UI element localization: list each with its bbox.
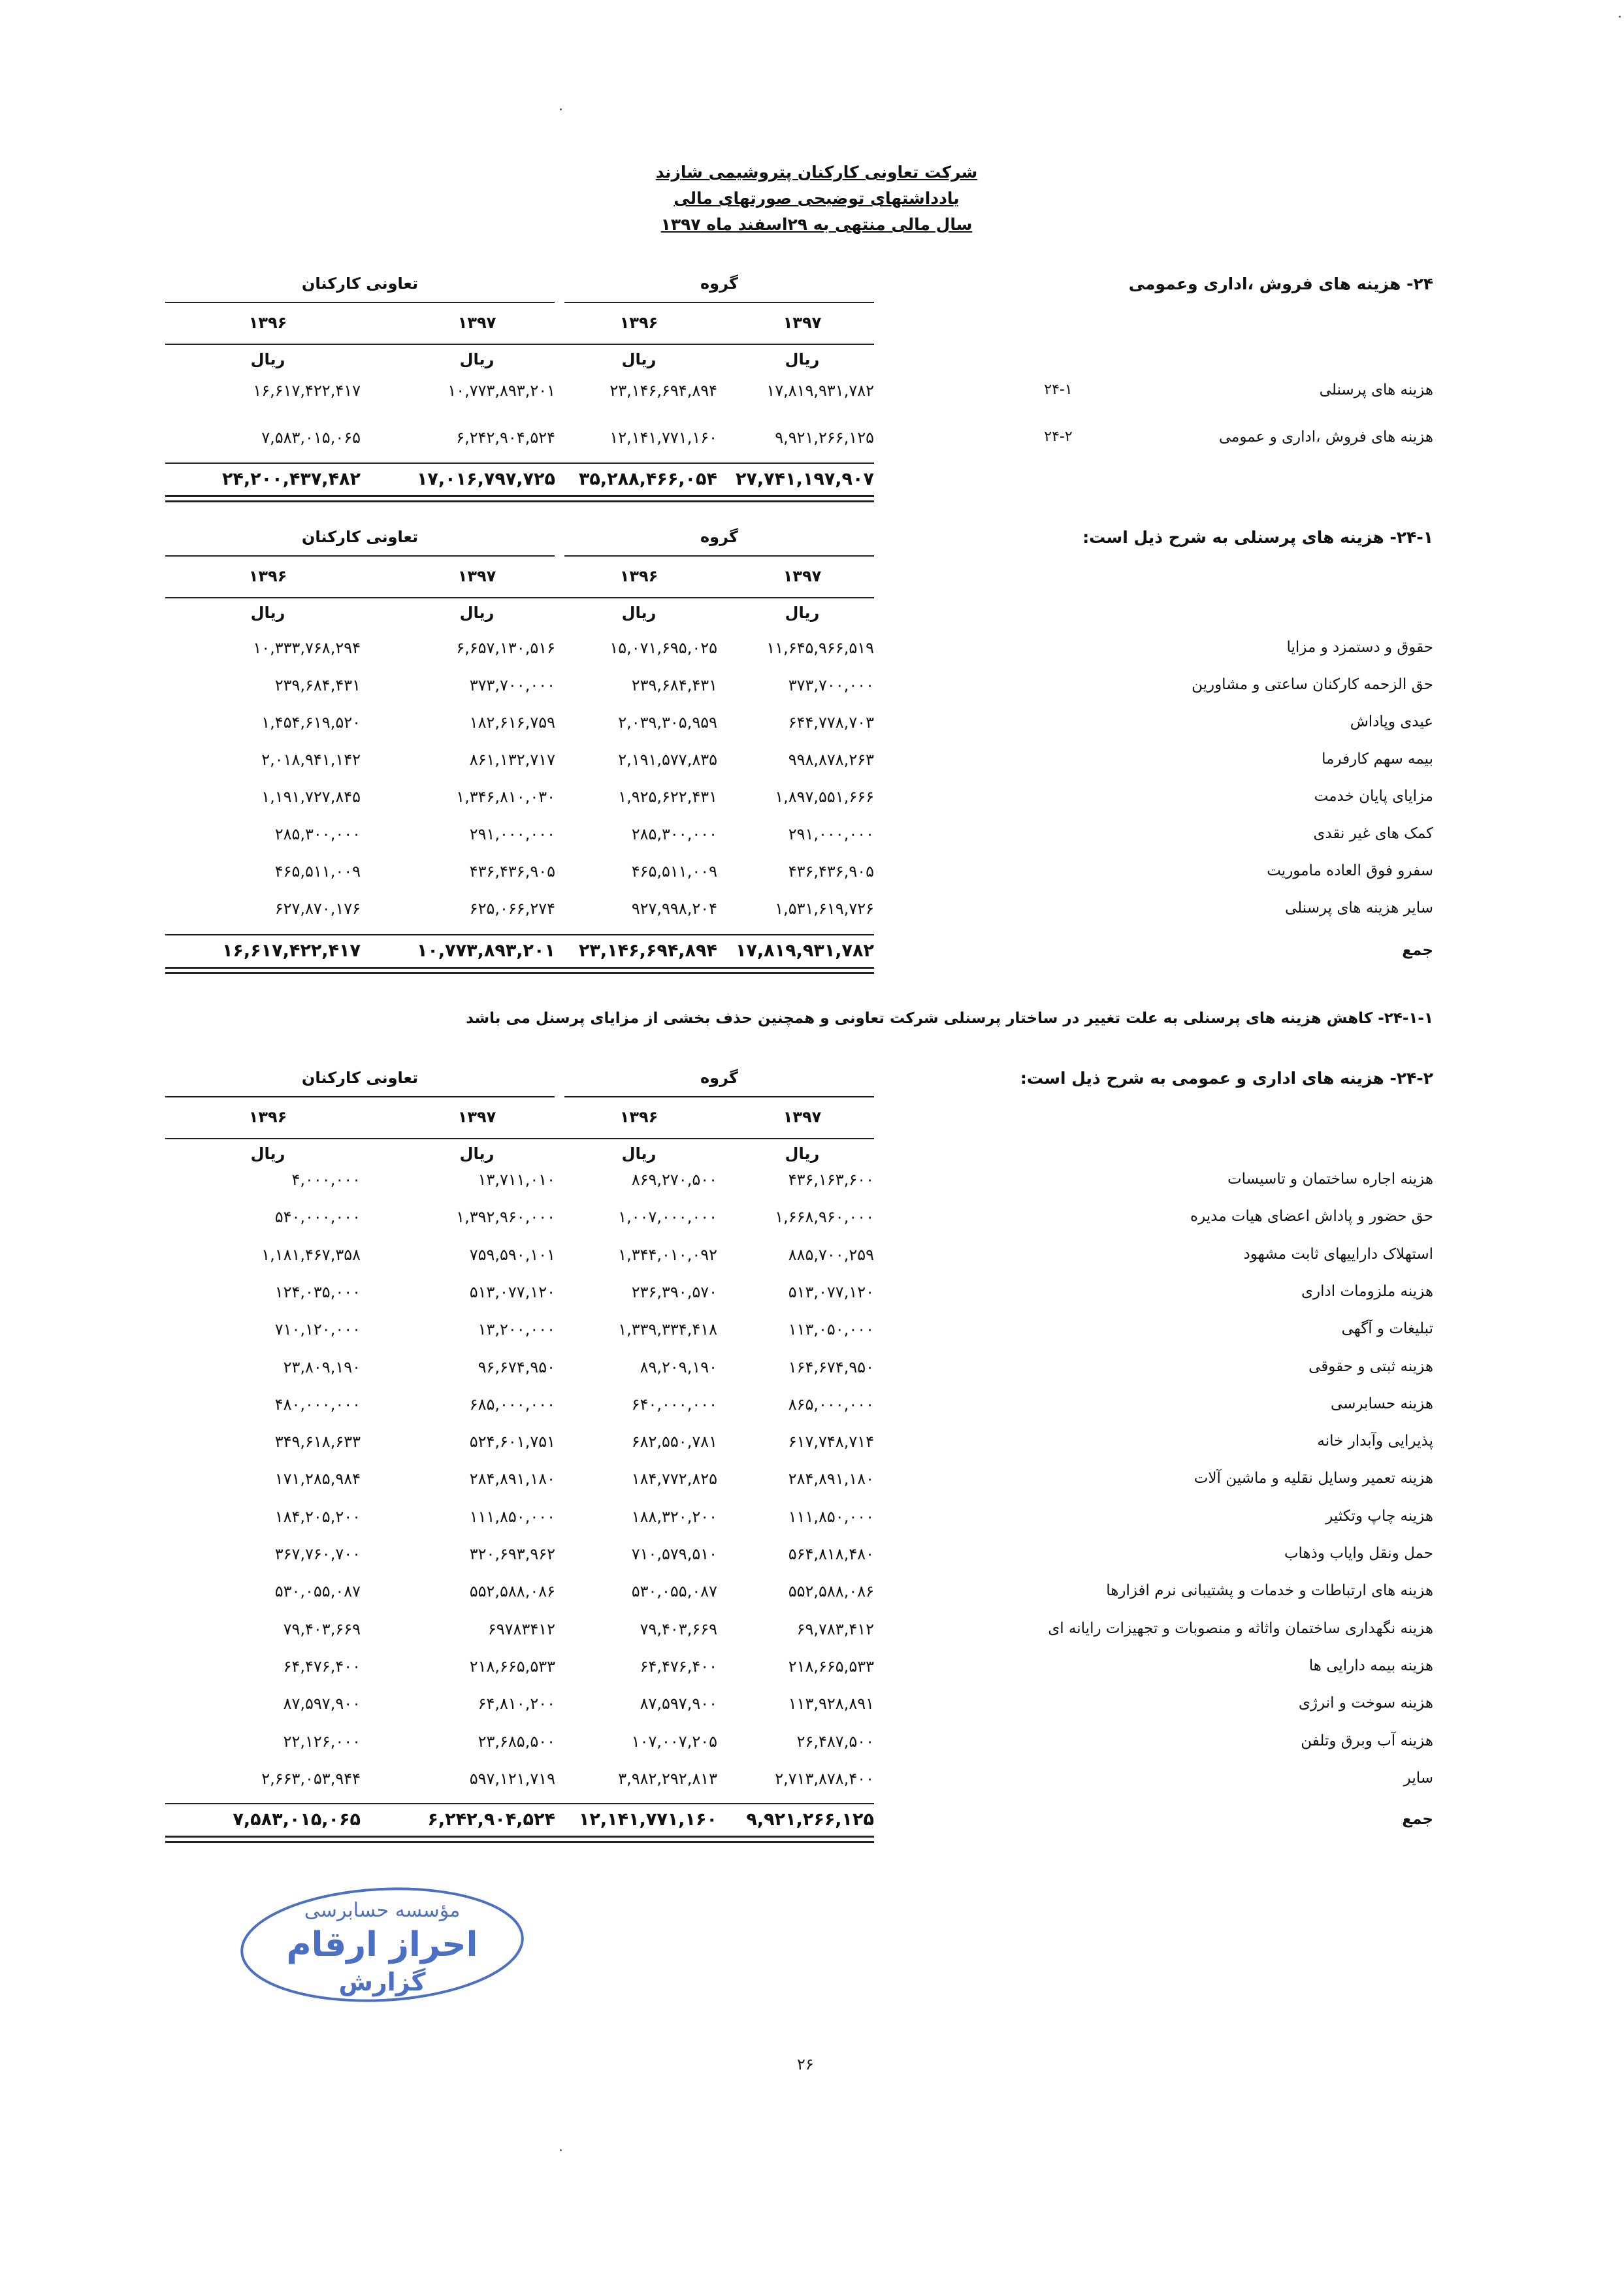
cell-value: ۱۳,۲۰۰,۰۰۰	[478, 1320, 555, 1339]
total-value: ۹,۹۲۱,۲۶۶,۱۲۵	[746, 1810, 874, 1830]
cell-value: ۸۶۵,۰۰۰,۰۰۰	[788, 1395, 874, 1414]
unit-label: ریال	[250, 350, 285, 368]
cell-value: ۲۳,۸۰۹,۱۹۰	[283, 1357, 361, 1376]
cell-value: ۵۵۲,۵۸۸,۰۸۶	[469, 1582, 555, 1601]
row-label: هزینه تعمیر وسایل نقلیه و ماشین آلات	[1194, 1470, 1433, 1487]
total-double-rule	[165, 495, 874, 502]
total-double-rule	[165, 967, 874, 974]
group-rule	[564, 1096, 874, 1097]
cell-value: ۶۴,۸۱۰,۲۰۰	[478, 1695, 555, 1713]
cell-value: ۵۱۳,۰۷۷,۱۲۰	[788, 1282, 874, 1301]
unit-label: ریال	[621, 350, 657, 368]
cell-value: ۲۳۶,۳۹۰,۵۷۰	[631, 1282, 717, 1301]
year-header: ۱۳۹۶	[248, 567, 287, 585]
cell-value: ۲,۰۱۸,۹۴۱,۱۴۲	[261, 751, 361, 769]
cell-value: ۸۶۱,۱۳۲,۷۱۷	[469, 751, 555, 769]
row-label: هزینه های ارتباطات و خدمات و پشتیبانی نرم افزارها	[1106, 1582, 1433, 1600]
cell-value: ۲,۰۳۹,۳۰۵,۹۵۹	[618, 713, 717, 732]
cell-value: ۴۳۶,۴۳۶,۹۰۵	[788, 862, 874, 881]
row-label: هزینه آب وبرق وتلفن	[1301, 1732, 1433, 1749]
cell-value: ۲۳,۶۸۵,۵۰۰	[478, 1732, 555, 1751]
header-rule	[165, 344, 874, 345]
auditor-stamp	[235, 1883, 529, 2007]
cell-value: ۲۸۵,۳۰۰,۰۰۰	[274, 825, 361, 843]
cell-value: ۷۱۰,۱۲۰,۰۰۰	[274, 1320, 361, 1339]
cell-value: ۶۴,۴۷۶,۴۰۰	[640, 1657, 717, 1676]
total-value: ۲۴,۲۰۰,۴۳۷,۴۸۲	[221, 469, 361, 489]
cell-value: ۱,۱۸۱,۴۶۷,۳۵۸	[261, 1245, 361, 1264]
cell-value: ۱۱۳,۰۵۰,۰۰۰	[788, 1320, 874, 1339]
cell-value: ۹,۹۲۱,۲۶۶,۱۲۵	[775, 429, 874, 447]
cell-value: ۶۹۷۸۳۴۱۲	[487, 1619, 555, 1638]
cell-value: ۲۹۱,۰۰۰,۰۰۰	[788, 825, 874, 843]
cell-value: ۱,۵۳۱,۶۱۹,۷۲۶	[775, 900, 874, 918]
unit-label: ریال	[250, 1144, 285, 1163]
cell-value: ۱۰,۷۷۳,۸۹۳,۲۰۱	[447, 382, 555, 400]
cell-value: ۶۲۵,۰۶۶,۲۷۴	[469, 900, 555, 918]
row-label: هزینه های فروش ،اداری و عمومی	[1218, 429, 1433, 446]
row-label: هزینه بیمه دارایی ها	[1308, 1657, 1433, 1674]
row-label: هزینه اجاره ساختمان و تاسیسات	[1227, 1171, 1433, 1188]
subtotal-rule	[165, 1803, 874, 1804]
total-value: ۱۷,۰۱۶,۷۹۷,۷۲۵	[416, 469, 555, 489]
notes-title: یادداشتهای توضیحی صورتهای مالی	[674, 189, 960, 208]
cell-value: ۷۵۹,۵۹۰,۱۰۱	[469, 1245, 555, 1264]
cell-value: ۷۹,۴۰۳,۶۶۹	[283, 1619, 361, 1638]
unit-label: ریال	[250, 604, 285, 622]
scan-speck	[560, 108, 562, 110]
cell-value: ۲۳۹,۶۸۴,۴۳۱	[274, 676, 361, 694]
cell-value: ۱۸۲,۶۱۶,۷۵۹	[469, 713, 555, 732]
company-name: شرکت تعاونی کارکنان پتروشیمی شازند	[655, 163, 978, 182]
row-label: کمک های غیر نقدی	[1313, 825, 1433, 842]
total-value: ۱۶,۶۱۷,۴۲۲,۴۱۷	[221, 941, 361, 961]
total-value: ۱۰,۷۷۳,۸۹۳,۲۰۱	[416, 941, 555, 961]
unit-label: ریال	[459, 604, 495, 622]
cell-value: ۳۷۳,۷۰۰,۰۰۰	[469, 676, 555, 694]
cell-value: ۲۸۴,۸۹۱,۱۸۰	[469, 1470, 555, 1489]
cell-value: ۱,۹۲۵,۶۲۲,۴۳۱	[618, 788, 717, 806]
group-header: گروه	[700, 1069, 738, 1087]
cell-value: ۳۴۹,۶۱۸,۶۳۳	[274, 1433, 361, 1452]
year-header: ۱۳۹۷	[783, 567, 822, 585]
row-label: هزینه نگهداری ساختمان واثاثه و منصوبات و تجهیزات رایانه ای	[1048, 1619, 1433, 1637]
cell-value: ۶۸۲,۵۵۰,۷۸۱	[631, 1433, 717, 1452]
section-title: ۲۴-۱- هزینه های پرسنلی به شرح ذیل است:	[1082, 528, 1433, 547]
unit-label: ریال	[785, 1144, 820, 1163]
cell-value: ۴,۰۰۰,۰۰۰	[291, 1171, 361, 1189]
cell-value: ۵۵۲,۵۸۸,۰۸۶	[788, 1582, 874, 1601]
cell-value: ۵۶۴,۸۱۸,۴۸۰	[788, 1545, 874, 1563]
cell-value: ۱۸۴,۲۰۵,۲۰۰	[274, 1507, 361, 1526]
cell-value: ۸۹,۲۰۹,۱۹۰	[640, 1357, 717, 1376]
page-number: ۲۶	[797, 2055, 814, 2073]
cell-value: ۴۶۵,۵۱۱,۰۰۹	[631, 862, 717, 881]
row-label: هزینه سوخت و انرژی	[1298, 1695, 1433, 1712]
cell-value: ۵۳۰,۰۵۵,۰۸۷	[274, 1582, 361, 1601]
cell-value: ۴۳۶,۴۳۶,۹۰۵	[469, 862, 555, 881]
cell-value: ۶,۲۴۲,۹۰۴,۵۲۴	[456, 429, 555, 447]
cell-value: ۱,۰۰۷,۰۰۰,۰۰۰	[618, 1208, 717, 1227]
document-header	[588, 159, 1045, 238]
cell-value: ۱۱۱,۸۵۰,۰۰۰	[469, 1507, 555, 1526]
year-header: ۱۳۹۷	[457, 567, 496, 585]
cell-value: ۱۶,۶۱۷,۴۲۲,۴۱۷	[253, 382, 361, 400]
total-value: ۳۵,۲۸۸,۴۶۶,۰۵۴	[578, 469, 717, 489]
cell-value: ۸۷,۵۹۷,۹۰۰	[640, 1695, 717, 1713]
total-value: ۱۲,۱۴۱,۷۷۱,۱۶۰	[578, 1810, 717, 1830]
row-label: سایر هزینه های پرسنلی	[1284, 900, 1433, 917]
cell-value: ۳۶۷,۷۶۰,۷۰۰	[274, 1545, 361, 1563]
cell-value: ۹۹۸,۸۷۸,۲۶۳	[788, 751, 874, 769]
coop-rule	[165, 1096, 555, 1097]
cell-value: ۳,۹۸۲,۲۹۲,۸۱۳	[618, 1769, 717, 1788]
total-value: ۱۷,۸۱۹,۹۳۱,۷۸۲	[735, 941, 874, 961]
cell-value: ۷,۵۸۳,۰۱۵,۰۶۵	[261, 429, 361, 447]
fiscal-period: سال مالی منتهی به ۲۹اسفند ماه ۱۳۹۷	[660, 215, 973, 234]
header-rule	[165, 597, 874, 598]
row-label: هزینه حسابرسی	[1330, 1395, 1433, 1412]
coop-header: تعاونی کارکنان	[301, 1069, 419, 1087]
year-header: ۱۳۹۷	[457, 314, 496, 332]
row-label: حقوق و دستمزد و مزایا	[1286, 639, 1433, 656]
cell-value: ۶۴,۴۷۶,۴۰۰	[283, 1657, 361, 1676]
total-value: ۲۳,۱۴۶,۶۹۴,۸۹۴	[578, 941, 717, 961]
cell-value: ۲,۱۹۱,۵۷۷,۸۳۵	[618, 751, 717, 769]
coop-rule	[165, 302, 555, 303]
year-header: ۱۳۹۶	[248, 314, 287, 332]
subtotal-rule	[165, 463, 874, 464]
cell-value: ۲۳,۱۴۶,۶۹۴,۸۹۴	[609, 382, 717, 400]
year-header: ۱۳۹۷	[783, 314, 822, 332]
cell-value: ۸۶۹,۲۷۰,۵۰۰	[631, 1171, 717, 1189]
total-value: ۲۷,۷۴۱,۱۹۷,۹۰۷	[735, 469, 874, 489]
cell-value: ۶۹,۷۸۳,۴۱۲	[796, 1619, 874, 1638]
total-value: ۷,۵۸۳,۰۱۵,۰۶۵	[233, 1810, 361, 1830]
row-label: بیمه سهم کارفرما	[1322, 751, 1433, 768]
year-header: ۱۳۹۷	[457, 1108, 496, 1126]
cell-value: ۶۴۴,۷۷۸,۷۰۳	[788, 713, 874, 732]
cell-value: ۲۸۵,۳۰۰,۰۰۰	[631, 825, 717, 843]
section-title: ۲۴-۲- هزینه های اداری و عمومی به شرح ذیل است:	[1020, 1069, 1433, 1088]
cell-value: ۵۳۰,۰۵۵,۰۸۷	[631, 1582, 717, 1601]
cell-value: ۲,۶۶۳,۰۵۳,۹۴۴	[261, 1769, 361, 1788]
cell-value: ۴۶۵,۵۱۱,۰۰۹	[274, 862, 361, 881]
cell-value: ۹۶,۶۷۴,۹۵۰	[478, 1357, 555, 1376]
row-label: استهلاک داراییهای ثابت مشهود	[1243, 1245, 1433, 1263]
scan-speck	[560, 2149, 562, 2151]
group-rule	[564, 555, 874, 557]
cell-value: ۸۸۵,۷۰۰,۲۵۹	[788, 1245, 874, 1264]
cell-value: ۶۸۵,۰۰۰,۰۰۰	[469, 1395, 555, 1414]
cell-value: ۱,۴۵۴,۶۱۹,۵۲۰	[261, 713, 361, 732]
cell-value: ۲۳۹,۶۸۴,۴۳۱	[631, 676, 717, 694]
cell-value: ۱۸۸,۳۲۰,۲۰۰	[631, 1507, 717, 1526]
cell-value: ۹۲۷,۹۹۸,۲۰۴	[631, 900, 717, 918]
cell-value: ۵۱۳,۰۷۷,۱۲۰	[469, 1282, 555, 1301]
group-rule	[564, 302, 874, 303]
row-label: حق حضور و پاداش اعضای هیات مدیره	[1190, 1208, 1433, 1226]
unit-label: ریال	[621, 1144, 657, 1163]
cell-value: ۱,۳۴۶,۸۱۰,۰۳۰	[456, 788, 555, 806]
unit-label: ریال	[785, 604, 820, 622]
cell-value: ۵۹۷,۱۲۱,۷۱۹	[469, 1769, 555, 1788]
year-header: ۱۳۹۶	[619, 314, 658, 332]
cell-value: ۱,۶۶۸,۹۶۰,۰۰۰	[775, 1208, 874, 1227]
cell-value: ۲۶,۴۸۷,۵۰۰	[796, 1732, 874, 1751]
coop-header: تعاونی کارکنان	[301, 274, 419, 293]
row-label: سایر	[1403, 1769, 1433, 1787]
stamp-line2: احراز ارقام	[286, 1925, 478, 1964]
cell-value: ۱,۳۴۴,۰۱۰,۰۹۲	[618, 1245, 717, 1264]
row-label: هزینه ملزومات اداری	[1301, 1282, 1433, 1300]
header-rule	[165, 1138, 874, 1139]
cell-value: ۴۳۶,۱۶۳,۶۰۰	[788, 1171, 874, 1189]
year-header: ۱۳۹۶	[248, 1108, 287, 1126]
subtotal-rule	[165, 934, 874, 935]
cell-value: ۱,۱۹۱,۷۲۷,۸۴۵	[261, 788, 361, 806]
scan-speck	[1619, 16, 1621, 18]
unit-label: ریال	[621, 604, 657, 622]
cell-value: ۶۲۷,۸۷۰,۱۷۶	[274, 900, 361, 918]
total-value: ۶,۲۴۲,۹۰۴,۵۲۴	[427, 1810, 555, 1830]
cell-value: ۱۵,۰۷۱,۶۹۵,۰۲۵	[609, 639, 717, 657]
row-label: هزینه های پرسنلی	[1319, 382, 1433, 398]
row-label: مزایای پایان خدمت	[1314, 788, 1433, 805]
section-title: ۲۴- هزینه های فروش ،اداری وعمومی	[1128, 274, 1433, 293]
unit-label: ریال	[459, 350, 495, 368]
note-24-1-1: ۲۴-۱-۱- کاهش هزینه های پرسنلی به علت تغییر در ساختار پرسنلی شرکت تعاونی و همچنین حذف بخشی از مزایای پرسنل می باشد	[466, 1010, 1433, 1027]
cell-value: ۸۷,۵۹۷,۹۰۰	[283, 1695, 361, 1713]
group-header: گروه	[700, 274, 738, 293]
row-label: حق الزحمه کارکنان ساعتی و مشاورین	[1192, 676, 1433, 693]
cell-value: ۱۱۳,۹۲۸,۸۹۱	[788, 1695, 874, 1713]
cell-value: ۱۷۱,۲۸۵,۹۸۴	[274, 1470, 361, 1489]
year-header: ۱۳۹۶	[619, 1108, 658, 1126]
total-double-rule	[165, 1836, 874, 1843]
row-label: عیدی وپاداش	[1350, 713, 1433, 730]
row-label: پذیرایی وآبدار خانه	[1317, 1433, 1433, 1450]
note-reference: ۲۴-۲	[1044, 429, 1073, 445]
cell-value: ۵۴۰,۰۰۰,۰۰۰	[274, 1208, 361, 1227]
stamp-line3: گزارش	[338, 1968, 426, 1996]
cell-value: ۱۳,۷۱۱,۰۱۰	[478, 1171, 555, 1189]
stamp-line1: مؤسسه حسابرسی	[304, 1899, 461, 1922]
cell-value: ۳۷۳,۷۰۰,۰۰۰	[788, 676, 874, 694]
cell-value: ۷۱۰,۵۷۹,۵۱۰	[631, 1545, 717, 1563]
cell-value: ۲۲,۱۲۶,۰۰۰	[283, 1732, 361, 1751]
cell-value: ۱۰۷,۰۰۷,۲۰۵	[631, 1732, 717, 1751]
cell-value: ۱,۸۹۷,۵۵۱,۶۶۶	[775, 788, 874, 806]
year-header: ۱۳۹۶	[619, 567, 658, 585]
cell-value: ۲۱۸,۶۶۵,۵۳۳	[788, 1657, 874, 1676]
total-label: جمع	[1402, 942, 1433, 959]
cell-value: ۱۷,۸۱۹,۹۳۱,۷۸۲	[766, 382, 874, 400]
cell-value: ۱۱,۶۴۵,۹۶۶,۵۱۹	[766, 639, 874, 657]
cell-value: ۱۸۴,۷۷۲,۸۲۵	[631, 1470, 717, 1489]
unit-label: ریال	[459, 1144, 495, 1163]
cell-value: ۱۶۴,۶۷۴,۹۵۰	[788, 1357, 874, 1376]
cell-value: ۶,۶۵۷,۱۳۰,۵۱۶	[456, 639, 555, 657]
cell-value: ۲,۷۱۳,۸۷۸,۴۰۰	[775, 1769, 874, 1788]
cell-value: ۱,۳۹۲,۹۶۰,۰۰۰	[456, 1208, 555, 1227]
row-label: تبلیغات و آگهی	[1341, 1320, 1433, 1338]
cell-value: ۷۹,۴۰۳,۶۶۹	[640, 1619, 717, 1638]
row-label: سفرو فوق العاده ماموریت	[1267, 862, 1433, 879]
group-header: گروه	[700, 528, 738, 546]
cell-value: ۲۱۸,۶۶۵,۵۳۳	[469, 1657, 555, 1676]
cell-value: ۱۰,۳۳۳,۷۶۸,۲۹۴	[253, 639, 361, 657]
cell-value: ۱۱۱,۸۵۰,۰۰۰	[788, 1507, 874, 1526]
cell-value: ۳۲۰,۶۹۳,۹۶۲	[469, 1545, 555, 1563]
cell-value: ۲۹۱,۰۰۰,۰۰۰	[469, 825, 555, 843]
cell-value: ۴۸۰,۰۰۰,۰۰۰	[274, 1395, 361, 1414]
row-label: حمل ونقل وایاب وذهاب	[1284, 1545, 1433, 1562]
cell-value: ۱۲,۱۴۱,۷۷۱,۱۶۰	[609, 429, 717, 447]
coop-header: تعاونی کارکنان	[301, 528, 419, 546]
year-header: ۱۳۹۷	[783, 1108, 822, 1126]
cell-value: ۱,۳۳۹,۳۳۴,۴۱۸	[618, 1320, 717, 1339]
note-reference: ۲۴-۱	[1044, 382, 1073, 398]
row-label: هزینه چاپ وتکثیر	[1325, 1507, 1433, 1525]
cell-value: ۶۴۰,۰۰۰,۰۰۰	[631, 1395, 717, 1414]
cell-value: ۲۸۴,۸۹۱,۱۸۰	[788, 1470, 874, 1489]
unit-label: ریال	[785, 350, 820, 368]
cell-value: ۶۱۷,۷۴۸,۷۱۴	[788, 1433, 874, 1452]
coop-rule	[165, 555, 555, 557]
total-label: جمع	[1402, 1811, 1433, 1828]
row-label: هزینه ثبتی و حقوقی	[1308, 1357, 1433, 1375]
cell-value: ۵۲۴,۶۰۱,۷۵۱	[469, 1433, 555, 1452]
cell-value: ۱۲۴,۰۳۵,۰۰۰	[274, 1282, 361, 1301]
